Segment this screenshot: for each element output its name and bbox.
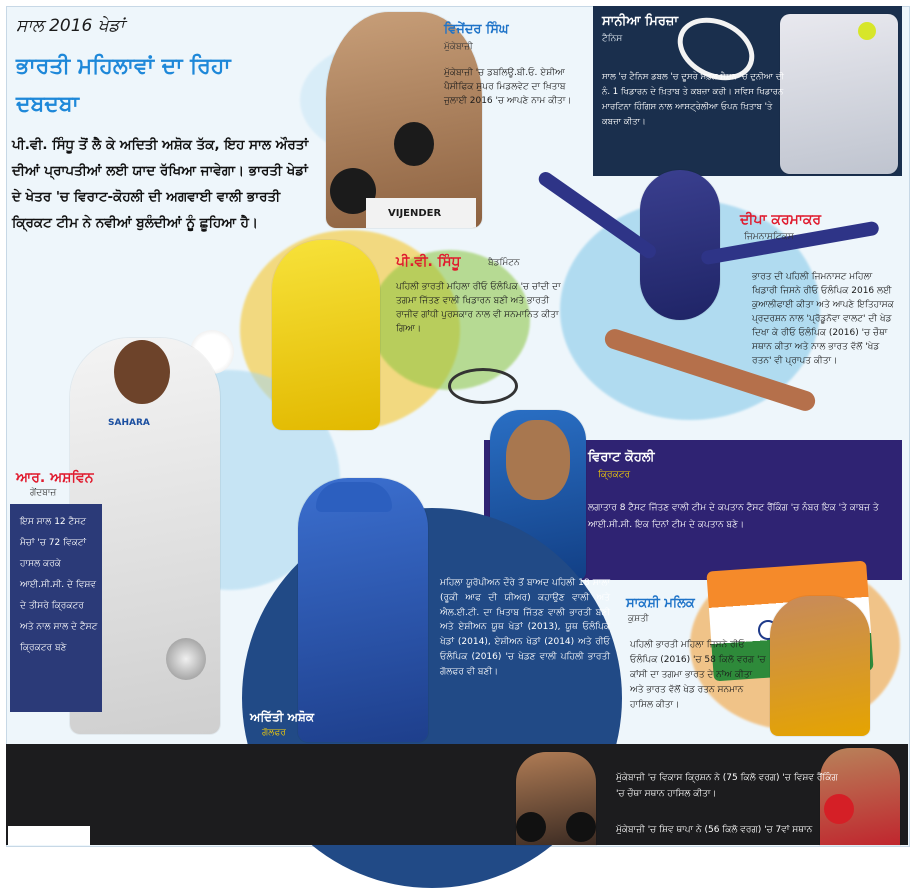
sakshi-text: ਪਹਿਲੀ ਭਾਰਤੀ ਮਹਿਲਾ ਜਿਸਨੇ ਰੀਓ ਓਲੰਪਿਕ (2016) 'ਚ 58 ਕਿਲੋ ਵਰਗ 'ਚ ਕਾਂਸੀ ਦਾ ਤਗਮਾ ਭਾਰਤ ਦੇ ਨਾਂਅ ਕੀਤਾ ਅਤੇ ਭਾਰਤ ਵੱਲੋਂ ਖੇਡ ਰਤਨ ਸਨਮਾਨ ਹਾਸਿਲ ਕੀਤਾ। bbox=[630, 640, 766, 710]
kohli-face bbox=[506, 420, 570, 500]
kohli-sport: ਕ੍ਰਿਕਟਰ bbox=[598, 470, 631, 480]
aditi-sport: ਗੋਲਫਰ bbox=[262, 728, 286, 738]
vikas-photo bbox=[516, 752, 596, 845]
vijender-name: ਵਿਜੇਂਦਰ ਸਿੰਘ bbox=[444, 22, 509, 37]
kohli-text: ਲਗਾਤਾਰ 8 ਟੈਸਟ ਜਿੱਤਣ ਵਾਲੀ ਟੀਮ ਦੇ ਕਪਤਾਨ ਟੈਸਟ ਰੈਂਕਿੰਗ 'ਚ ਨੰਬਰ ਇਕ 'ਤੇ ਕਾਬਜ਼ ਤੇ ਆਈ.ਸੀ.ਸੀ. ਇਕ ਦਿਨਾਂ ਟੀਮ ਦੇ ਕਪਤਾਨ ਬਣੇ। bbox=[588, 503, 879, 530]
golf-club-head bbox=[166, 638, 206, 680]
boxing-glove-icon bbox=[516, 812, 546, 842]
aditi-name: ਅਦਿੱਤੀ ਅਸ਼ੋਕ bbox=[250, 710, 315, 724]
aditi-text: ਮਹਿਲਾ ਯੂਰੋਪੀਅਨ ਦੌਰੇ ਤੋਂ ਬਾਅਦ ਪਹਿਲੀ 18 ਸਾਲਾ (ਰੂਕੀ ਆਫ ਦੀ ਯੀਅਰ) ਕਹਾਉਣ ਵਾਲੀ ਅਤੇ ਐਲ.ਈ.ਟੀ. ਦਾ ਖ਼ਿਤਾਬ ਜਿੱਤਣ ਵਾਲੀ ਭਾਰਤੀ ਬਣੀ ਅਤੇ ਏਸ਼ੀਅਨ ਯੂਥ ਖੇਡਾਂ (2013), ਯੂਥ ਓਲੰਪਿਕ ਖੇਡਾਂ (2014), ਏਸ਼ੀਅਨ ਖੇਡਾਂ (2014) ਅਤੇ ਰੀਓ ਓਲੰਪਿਕ (2016) 'ਚ ਖੇਡਣ ਵਾਲੀ ਪਹਿਲੀ ਭਾਰਤੀ ਗੋਲਫਰ ਵੀ ਬਣੀ। bbox=[440, 578, 610, 677]
page-title: ਭਾਰਤੀ ਮਹਿਲਾਵਾਂ ਦਾ ਰਿਹਾ ਦਬਦਬਾ bbox=[16, 54, 231, 117]
ashwin-sport: ਗੇਂਦਬਾਜ਼ bbox=[30, 488, 57, 498]
corner-blank bbox=[8, 826, 90, 845]
aditi-cap bbox=[316, 482, 392, 512]
ashwin-text: ਇਸ ਸਾਲ 12 ਟੈਸਟ ਮੈਚਾਂ 'ਚ 72 ਵਿਕਟਾਂ ਹਾਸਲ ਕਰਕੇ ਆਈ.ਸੀ.ਸੀ. ਦੇ ਵਿਸ਼ਵ ਦੇ ਤੀਸਰੇ ਕ੍ਰਿਕਟਰ ਅਤੇ ਨਾਲ ਸਾਲ ਦੇ ਟੈਸਟ ਕ੍ਰਿਕਟਰ ਬਣੇ bbox=[20, 517, 98, 653]
sindhu-name: ਪੀ.ਵੀ. ਸਿੰਧੂ bbox=[396, 254, 461, 270]
boxing-glove-icon bbox=[566, 812, 596, 842]
ashwin-jersey-text: SAHARA bbox=[108, 418, 150, 428]
sania-sport: ਟੈਨਿਸ bbox=[602, 34, 623, 44]
ashwin-head bbox=[114, 340, 170, 404]
aditi-photo bbox=[298, 478, 428, 742]
shorts-text: VIJENDER bbox=[388, 208, 442, 219]
dipa-name: ਦੀਪਾ ਕਰਮਾਕਰ bbox=[740, 212, 822, 228]
kohli-name: ਵਿਰਾਟ ਕੋਹਲੀ bbox=[588, 450, 655, 465]
intro-paragraph: ਪੀ.ਵੀ. ਸਿੰਧੂ ਤੋਂ ਲੈ ਕੇ ਅਦਿਤੀ ਅਸ਼ੋਕ ਤੱਕ, ਇਹ ਸਾਲ ਔਰਤਾਂ ਦੀਆਂ ਪ੍ਰਾਪਤੀਆਂ ਲਈ ਯਾਦ ਰੱਖਿਆ ਜਾਵੇਗਾ। ਭਾਰਤੀ ਖੇਡਾਂ ਦੇ ਖੇਤਰ 'ਚ ਵਿਰਾਟ-ਕੋਹਲੀ ਦੀ ਅਗਵਾਈ ਵਾਲੀ ਭਾਰਤੀ ਕ੍ਰਿਕਟ ਟੀਮ ਨੇ ਨਵੀਆਂ ਬੁਲੰਦੀਆਂ ਨੂੰ ਛੂਹਿਆ ਹੈ। bbox=[12, 137, 309, 231]
sania-text: ਸਾਲ 'ਚ ਟੈਨਿਸ ਡਬਲ 'ਚ ਦੂਸਰੇ ਸਫ਼ਲ ਸੈਸ਼ਨ 'ਚ ਦੁਨੀਆ ਦੀ ਨੰ. 1 ਖਿਡਾਰਨ ਦੇ ਖ਼ਿਤਾਬ ਤੇ ਕਬਜ਼ਾ ਕਰੀ। ਸਵਿਸ ਖਿਡਾਰਨ ਮਾਰਟਿਨਾ ਹਿੰਗਿਸ ਨਾਲ ਆਸਟ੍ਰੇਲੀਆ ਓਪਨ ਖ਼ਿਤਾਬ 'ਤੇ ਕਬਜ਼ਾ ਕੀਤਾ। bbox=[602, 72, 784, 127]
sakshi-name: ਸਾਕਸ਼ੀ ਮਲਿਕ bbox=[626, 596, 695, 611]
bottom-text-vikas: ਮੁੱਕੇਬਾਜ਼ੀ 'ਚ ਵਿਕਾਸ ਕ੍ਰਿਸ਼ਨ ਨੇ (75 ਕਿਲੋ ਵਰਗ) 'ਚ ਵਿਸ਼ਵ ਰੈਂਕਿੰਗ 'ਚ ਚੌਥਾ ਸਥਾਨ ਹਾਸਿਲ ਕੀਤਾ। bbox=[616, 773, 838, 799]
sindhu-sport: ਬੈਡਮਿੰਟਨ bbox=[488, 258, 520, 268]
tennis-ball bbox=[858, 22, 876, 40]
ashwin-name: ਆਰ. ਅਸ਼ਵਿਨ bbox=[16, 470, 94, 486]
sakshi-photo bbox=[770, 596, 870, 736]
vijender-text: ਮੁੱਕੇਬਾਜ਼ੀ 'ਚ ਡਬਲਿਊ.ਬੀ.ਓ. ਏਸ਼ੀਆ ਪੈਸੀਫਿਕ ਸੁਪਰ ਮਿਡਲਵੇਟ ਦਾ ਖ਼ਿਤਾਬ ਜੁਲਾਈ 2016 'ਚ ਆਪਣੇ ਨਾਮ ਕੀਤਾ। bbox=[444, 68, 572, 106]
sindhu-text: ਪਹਿਲੀ ਭਾਰਤੀ ਮਹਿਲਾ ਰੀਓ ਓਲੰਪਿਕ 'ਚ ਚਾਂਦੀ ਦਾ ਤਗਮਾ ਜਿੱਤਣ ਵਾਲੀ ਖਿਡਾਰਨ ਬਣੀ ਅਤੇ ਭਾਰਤੀ ਰਾਜੀਵ ਗਾਂਧੀ ਪੁਰਸਕਾਰ ਨਾਲ ਵੀ ਸਨਮਾਨਿਤ ਕੀਤਾ ਗਿਆ। bbox=[396, 282, 561, 334]
bottom-text-shiva: ਮੁੱਕੇਬਾਜ਼ੀ 'ਚ ਸ਼ਿਵ ਥਾਪਾ ਨੇ (56 ਕਿਲੋ ਵਰਗ) 'ਚ 7ਵਾਂ ਸਥਾਨ bbox=[616, 825, 813, 835]
sindhu-photo bbox=[272, 240, 380, 430]
dipa-sport: ਜਿਮਨਾਸਟਿਕਸ bbox=[744, 232, 794, 242]
header-year: ਸਾਲ 2016 ਖੇਡਾਂ bbox=[16, 16, 125, 36]
sania-photo bbox=[780, 14, 898, 174]
boxing-glove-right bbox=[394, 122, 434, 166]
badminton-racket bbox=[448, 368, 518, 404]
sania-name: ਸਾਨੀਆ ਮਿਰਜ਼ਾ bbox=[602, 14, 679, 29]
sakshi-sport: ਕੁਸ਼ਤੀ bbox=[628, 614, 649, 624]
dipa-text: ਭਾਰਤ ਦੀ ਪਹਿਲੀ ਜਿਮਨਾਸਟ ਮਹਿਲਾ ਖਿਡਾਰੀ ਜਿਸਨੇ ਰੀਓ ਓਲੰਪਿਕ 2016 ਲਈ ਕੁਆਲੀਫਾਈ ਕੀਤਾ ਅਤੇ ਆਪਣੇ ਇਤਿਹਾਸਕ ਪ੍ਰਦਰਸ਼ਨ ਨਾਲ 'ਪ੍ਰੋਡੂਨੋਵਾ ਵਾਲਟ' ਦੀ ਖੇਡ ਦਿਖਾ ਕੇ ਰੀਓ ਓਲੰਪਿਕ (2016) 'ਚ ਚੌਥਾ ਸਥਾਨ ਕੀਤਾ ਅਤੇ ਨਾਲ ਭਾਰਤ ਵੱਲੋਂ 'ਖੇਡ ਰਤਨ' ਵੀ ਪ੍ਰਾਪਤ ਕੀਤਾ। bbox=[752, 272, 894, 366]
vijender-sport: ਮੁੱਕੇਬਾਜ਼ੀ bbox=[444, 42, 473, 52]
